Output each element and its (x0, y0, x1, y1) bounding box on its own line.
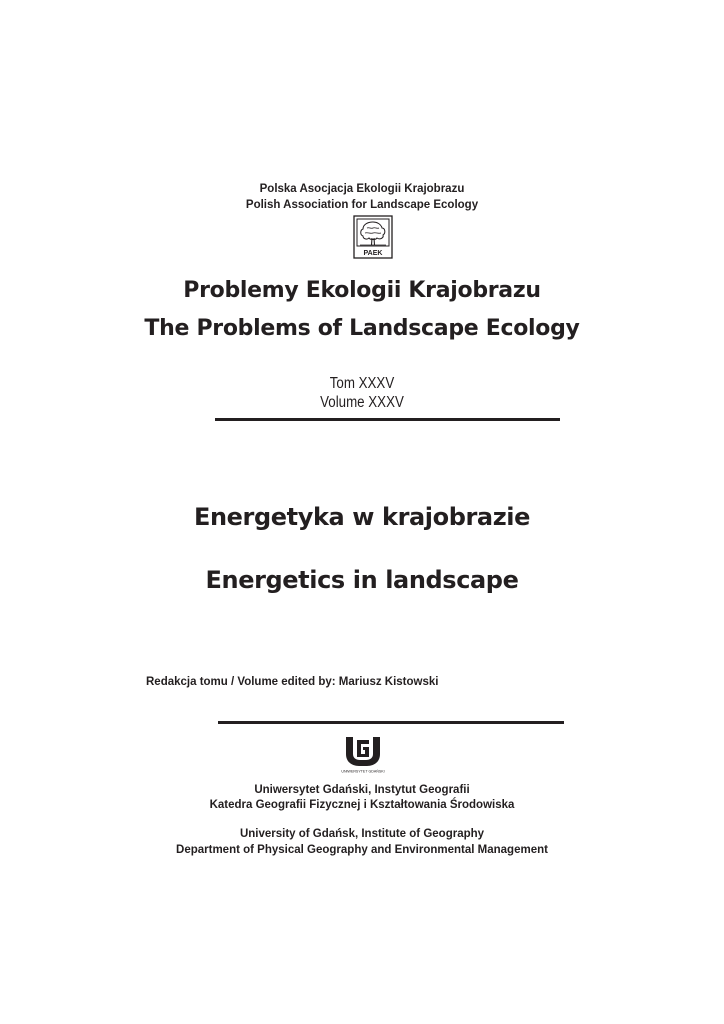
university-logo-caption: UNIWERSYTET GDAŃSKI (341, 769, 385, 774)
editor-line: Redakcja tomu / Volume edited by: Mariusz Kistowski (146, 676, 439, 688)
association-name-pl: Polska Asocjacja Ekologii Krajobrazu (259, 183, 465, 195)
university-emblem-icon (338, 734, 388, 774)
series-title-en: The Problems of Landscape Ecology (144, 316, 580, 341)
book-title-pl: Energetyka w krajobrazie (194, 503, 530, 531)
divider-bottom (218, 721, 564, 724)
institute-en-2: Department of Physical Geography and Environmental Management (176, 844, 548, 856)
institute-en-1: University of Gdańsk, Institute of Geography (239, 828, 485, 840)
tree-logo-icon (350, 215, 396, 259)
paek-logo-text: PAEK (363, 250, 383, 257)
institute-pl-2: Katedra Geografii Fizycznej i Kształtowania Środowiska (209, 799, 515, 811)
paek-logo (350, 215, 396, 259)
university-logo (338, 734, 388, 774)
divider-top (215, 418, 560, 421)
volume-pl: Tom XXXV (329, 375, 395, 392)
book-title-en: Energetics in landscape (205, 566, 519, 594)
volume-en: Volume XXXV (320, 394, 404, 411)
series-title-pl: Problemy Ekologii Krajobrazu (183, 278, 541, 303)
institute-pl-1: Uniwersytet Gdański, Instytut Geografii (254, 784, 470, 796)
association-name-en: Polish Association for Landscape Ecology (245, 199, 479, 211)
